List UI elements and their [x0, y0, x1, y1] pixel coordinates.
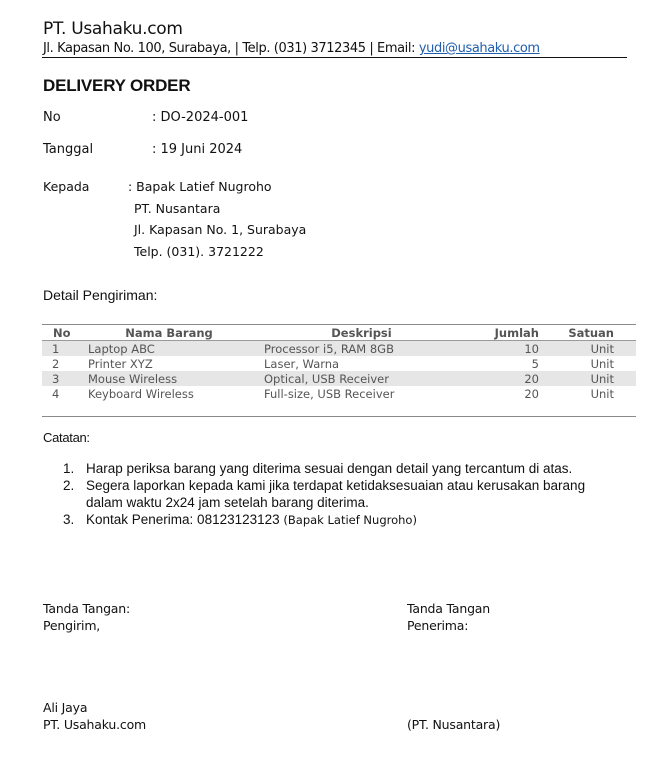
cell-unit: Unit — [590, 371, 614, 386]
receiver-company: (PT. Nusantara) — [407, 717, 501, 732]
cell-name: Mouse Wireless — [88, 371, 178, 386]
recipient-address: Jl. Kapasan No. 1, Surabaya — [134, 222, 307, 237]
cell-quantity: 5 — [531, 356, 539, 371]
note-item — [63, 460, 623, 477]
cell-no: 3 — [52, 371, 60, 386]
table-spacer — [42, 401, 636, 416]
cell-name: Laptop ABC — [88, 341, 155, 356]
note-number: 2. — [63, 478, 75, 493]
recipient-label: Kepada — [43, 179, 90, 194]
cell-unit: Unit — [590, 341, 614, 356]
column-header-description: Deskripsi — [331, 325, 392, 340]
contact-name: (Bapak Latief Nugroho) — [283, 513, 417, 527]
order-number-label: No — [43, 110, 61, 125]
sender-name: Ali Jaya — [43, 700, 88, 715]
receiver-signature-label: Tanda Tangan — [407, 601, 490, 616]
shipment-section-label: Detail Pengiriman: — [43, 287, 158, 303]
header-divider — [42, 57, 627, 58]
table-header — [42, 325, 636, 341]
cell-no: 1 — [52, 341, 60, 356]
shipment-table — [42, 324, 636, 417]
company-address — [43, 41, 540, 56]
address-text: Jl. Kapasan No. 100, Surabaya, | Telp. (031) 3712345 | Email: — [43, 41, 419, 56]
column-header-quantity: Jumlah — [494, 325, 539, 340]
recipient-company: PT. Nusantara — [134, 201, 221, 216]
column-header-unit: Satuan — [568, 325, 614, 340]
sender-role: Pengirim, — [43, 618, 101, 633]
company-name: PT. Usahaku.com — [43, 19, 183, 39]
table-row — [42, 341, 636, 356]
cell-name: Printer XYZ — [88, 356, 153, 371]
recipient-name: : Bapak Latief Nugroho — [128, 179, 272, 194]
order-number-value: : DO-2024-001 — [152, 110, 249, 125]
cell-description: Processor i5, RAM 8GB — [264, 341, 394, 356]
note-text: Harap periksa barang yang diterima sesuai dengan detail yang tercantum di atas. — [86, 461, 573, 476]
receiver-role: Penerima: — [407, 618, 469, 633]
notes-list — [63, 460, 623, 529]
note-number: 3. — [63, 512, 75, 527]
note-item — [63, 511, 623, 529]
sender-signature-label: Tanda Tangan: — [43, 601, 130, 616]
cell-description: Full-size, USB Receiver — [264, 386, 395, 401]
document-title: DELIVERY ORDER — [43, 76, 191, 95]
table-row — [42, 356, 636, 371]
cell-no: 2 — [52, 356, 60, 371]
column-header-no: No — [53, 325, 71, 340]
table-row — [42, 371, 636, 386]
cell-description: Laser, Warna — [264, 356, 340, 371]
date-value: : 19 Juni 2024 — [152, 142, 243, 157]
cell-quantity: 20 — [524, 371, 539, 386]
cell-description: Optical, USB Receiver — [264, 371, 389, 386]
note-number: 1. — [63, 461, 75, 476]
recipient-phone: Telp. (031). 3721222 — [134, 244, 264, 259]
email-link[interactable]: yudi@usahaku.com — [418, 41, 540, 56]
cell-name: Keyboard Wireless — [88, 386, 194, 401]
column-header-name: Nama Barang — [125, 325, 213, 340]
cell-no: 4 — [52, 386, 60, 401]
cell-unit: Unit — [590, 356, 614, 371]
cell-quantity: 20 — [524, 386, 539, 401]
note-text: Segera laporkan kepada kami jika terdapat ketidaksesuaian atau kerusakan barang dalam waktu 2x24 jam setelah barang diterima. — [86, 478, 586, 510]
note-text — [86, 511, 623, 529]
date-label: Tanggal — [43, 142, 94, 157]
cell-unit: Unit — [590, 386, 614, 401]
table-row — [42, 386, 636, 401]
note-item — [63, 477, 623, 511]
notes-label: Catatan: — [43, 430, 90, 445]
cell-quantity: 10 — [524, 341, 539, 356]
sender-company: PT. Usahaku.com — [43, 717, 146, 732]
contact-text: Kontak Penerima: 08123123123 — [86, 512, 284, 527]
